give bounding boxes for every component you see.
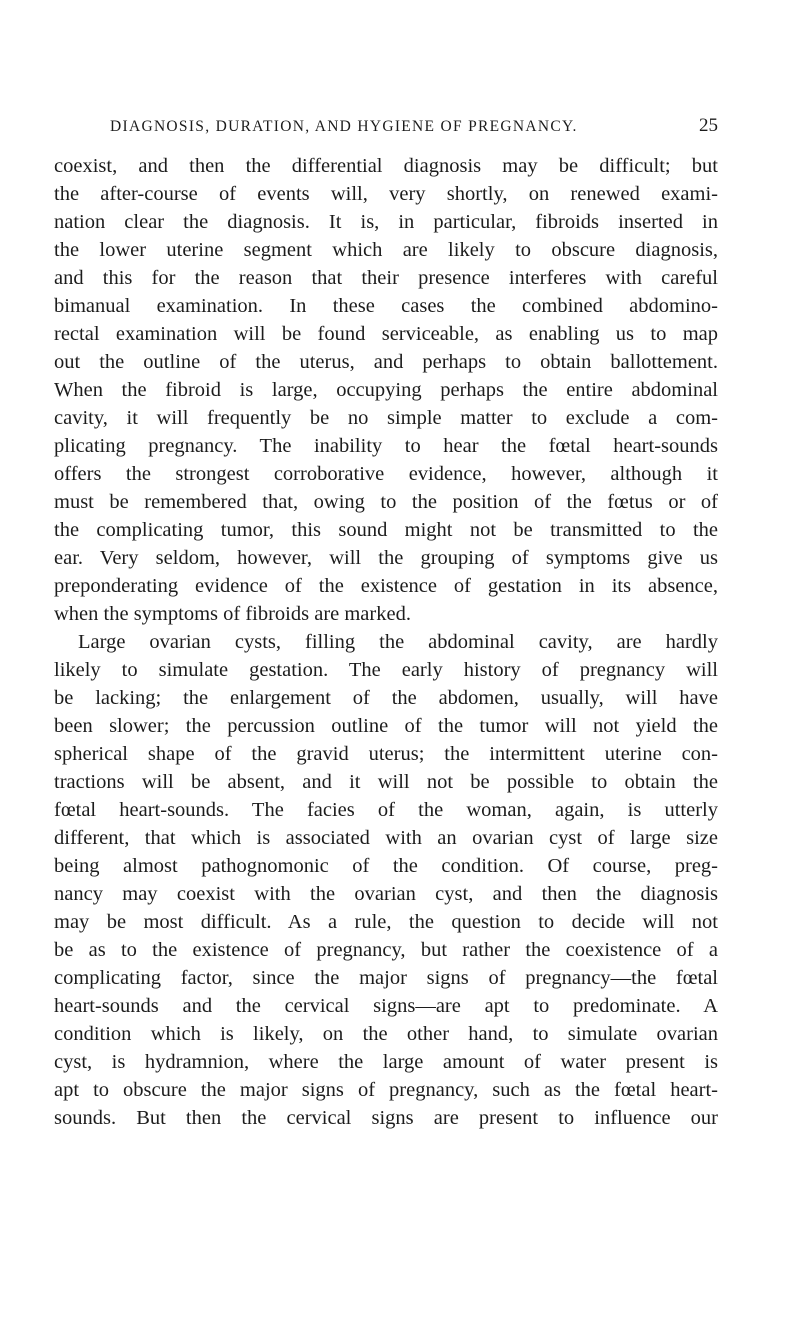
running-head [110, 115, 718, 142]
text-line: heart-sounds and the cervical signs—are apt to predominate. A [54, 995, 718, 1017]
text-line: tractions will be absent, and it will not be possible to obtain the [54, 771, 718, 793]
text-line: When the fibroid is large, occupying perhaps the entire abdominal [54, 379, 718, 401]
text-line: complicating factor, since the major signs of pregnancy—the fœtal [54, 967, 718, 989]
text-line: the lower uterine segment which are likely to obscure diagnosis, [54, 239, 718, 261]
text-line: be as to the existence of pregnancy, but rather the coexistence of a [54, 939, 718, 961]
text-line: condition which is likely, on the other hand, to simulate ovarian [54, 1023, 718, 1045]
text-line: may be most difficult. As a rule, the question to decide will not [54, 911, 718, 933]
text-line: and this for the reason that their presence interferes with careful [54, 267, 718, 289]
text-line: being almost pathognomonic of the condition. Of course, preg- [54, 855, 718, 877]
text-line: nation clear the diagnosis. It is, in particular, fibroids inserted in [54, 211, 718, 233]
paragraph-first-line: Large ovarian cysts, filling the abdominal cavity, are hardly [78, 631, 718, 653]
text-line: spherical shape of the gravid uterus; the intermittent uterine con- [54, 743, 718, 765]
text-line: when the symptoms of fibroids are marked. [54, 603, 411, 625]
text-line: cyst, is hydramnion, where the large amount of water present is [54, 1051, 718, 1073]
text-line: apt to obscure the major signs of pregnancy, such as the fœtal heart- [54, 1079, 718, 1101]
text-line: nancy may coexist with the ovarian cyst, and then the diagnosis [54, 883, 718, 905]
text-line: rectal examination will be found serviceable, as enabling us to map [54, 323, 718, 345]
text-line: preponderating evidence of the existence of gestation in its absence, [54, 575, 718, 597]
text-line: ear. Very seldom, however, will the grouping of symptoms give us [54, 547, 718, 569]
text-line: likely to simulate gestation. The early history of pregnancy will [54, 659, 718, 681]
text-line: out the outline of the uterus, and perhaps to obtain ballottement. [54, 351, 718, 373]
text-line: the complicating tumor, this sound might not be transmitted to the [54, 519, 718, 541]
text-line: been slower; the percussion outline of the tumor will not yield the [54, 715, 718, 737]
text-line: coexist, and then the differential diagnosis may be difficult; but [54, 155, 718, 177]
text-line: offers the strongest corroborative evidence, however, although it [54, 463, 718, 485]
text-line: different, that which is associated with an ovarian cyst of large size [54, 827, 718, 849]
text-line: sounds. But then the cervical signs are present to influence our [54, 1107, 718, 1129]
text-line: be lacking; the enlargement of the abdomen, usually, will have [54, 687, 718, 709]
text-line: fœtal heart-sounds. The facies of the woman, again, is utterly [54, 799, 718, 821]
text-line: must be remembered that, owing to the position of the fœtus or of [54, 491, 718, 513]
text-line: the after-course of events will, very shortly, on renewed exami- [54, 183, 718, 205]
running-title: DIAGNOSIS, DURATION, AND HYGIENE OF PREGNANCY. [110, 118, 578, 135]
page-number: 25 [699, 115, 718, 136]
text-line: plicating pregnancy. The inability to hear the fœtal heart-sounds [54, 435, 718, 457]
text-line: cavity, it will frequently be no simple matter to exclude a com- [54, 407, 718, 429]
text-line: bimanual examination. In these cases the combined abdomino- [54, 295, 718, 317]
